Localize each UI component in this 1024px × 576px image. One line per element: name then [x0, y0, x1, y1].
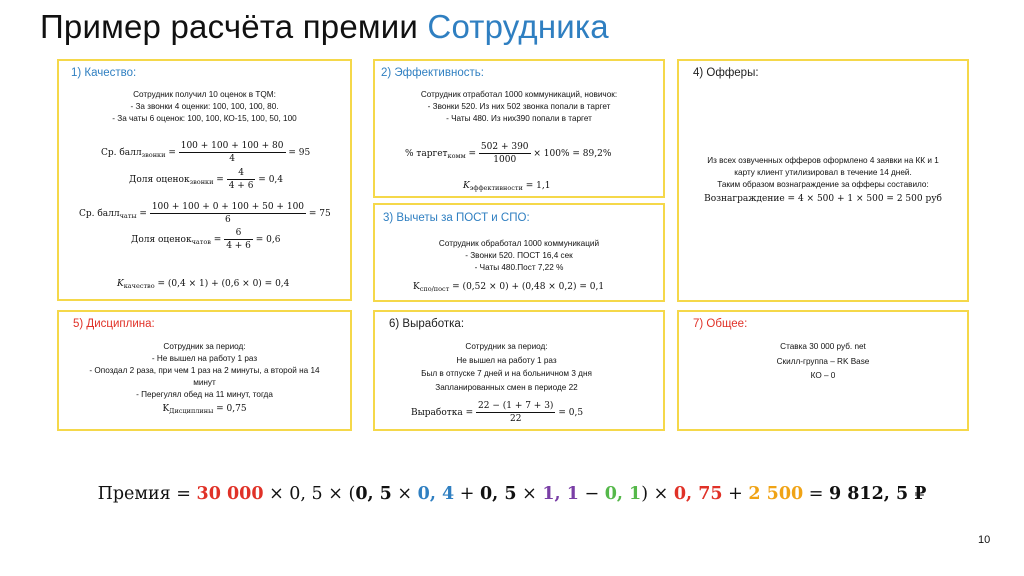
offers-text: Из всех озвученных офферов оформлено 4 заявки на КК и 1 карту клиент утилизировал в течение 14 дней. Таким образом вознаграждение за офферы составило: [707, 156, 939, 189]
quality-box [57, 59, 352, 301]
offers-box [677, 59, 969, 302]
output-heading: 6) Выработка: [389, 318, 465, 330]
output-formula: Выработка = $\frac{22 - (1 + 7 + 3)}{22}$ = 0,5 [411, 401, 584, 424]
quality-formula-5: $K_{качество} = (0,4 \times 1) + (0,6 \times 0) = 0,4$ [117, 279, 290, 290]
quality-heading: 1) Качество: [71, 67, 137, 79]
general-text: Ставка 30 000 руб. net Скилл-группа – RK Base КО – 0 [776, 342, 870, 380]
page-title: Пример расчёта премии Сотрудника [40, 8, 609, 45]
bonus-formula: Премия = 30 000 × 0, 5 × (0, 5 × 0, 4 + 0, 5 × 1, 1 − 0, 1) × 0, 75 + 2 500 = 9 812, 5 ₽ [97, 484, 927, 504]
quality-formula-4: Доля оценок$_{чатов}$ = $\frac{6}{4 + 6}$ = 0,6 [131, 228, 281, 251]
discipline-heading: 5) Дисциплина: [73, 318, 155, 330]
offers-formula: Вознаграждение = 4 × 500 + 1 × 500 = 2 500 руб [704, 194, 942, 204]
discipline-text: Сотрудник за период: - Не вышел на работу 1 раз - Опоздал 2 раза, при чем 1 раз на 2 минуты, а второй на 14 минут - Перегулял обед на 11 минут, тогда [89, 342, 320, 399]
efficiency-text: Сотрудник отработал 1000 коммуникаций, новичок: - Звонки 520. Из них 502 звонка попали в таргет - Чаты 480. Из них390 попали в таргет [420, 90, 618, 123]
deductions-box [373, 203, 665, 302]
quality-text: Сотрудник получил 10 оценок в TQM: - За звонки 4 оценки: 100, 100, 100, 80. - За чаты 6 оценок: 100, 100, КО-15, 100, 50, 100 [112, 90, 297, 123]
output-box [373, 310, 665, 431]
efficiency-box [373, 59, 665, 198]
discipline-formula: $K_{Дисциплины} = 0,75$ [162, 404, 247, 415]
offers-heading: 4) Офферы: [693, 67, 759, 79]
general-box [677, 310, 969, 431]
deductions-text: Сотрудник обработал 1000 коммуникаций - Звонки 520. ПОСТ 16,4 сек - Чаты 480.Пост 7,22 % [438, 239, 600, 272]
efficiency-formula-2: $K_{эффективности} = 1,1$ [463, 181, 551, 192]
title-accent: Сотрудника [427, 8, 609, 45]
output-text: Сотрудник за период: Не вышел на работу 1 раз Был в отпуске 7 дней и на больничном 3 дня Запланированных смен в периоде 22 [421, 342, 592, 392]
efficiency-heading: 2) Эффективность: [381, 67, 484, 79]
quality-formula-2: Доля оценок$_{звонки}$ = $\frac{4}{4 + 6}$ = 0,4 [129, 168, 284, 191]
page-number: 10 [978, 534, 991, 546]
efficiency-formula-1: % таргет$_{комм}$ = $\frac{502 + 390}{1000}$ × 100% = 89,2% [405, 142, 612, 165]
deductions-formula: $K_{спо/пост} = (0,52 \times 0) + (0,48 \times 0,2) = 0,1$ [413, 282, 605, 293]
general-heading: 7) Общее: [693, 318, 748, 330]
quality-formula-3: Ср. балл$_{чаты}$ = $\frac{100 + 100 + 0 + 100 + 50 + 100}{6}$ = 75 [79, 202, 331, 225]
discipline-box [57, 310, 352, 431]
quality-formula-1: Ср. балл$_{звонки}$ = $\frac{100 + 100 + 100 + 80}{4}$ = 95 [101, 141, 311, 164]
deductions-heading: 3) Вычеты за ПОСТ и СПО: [383, 212, 530, 224]
